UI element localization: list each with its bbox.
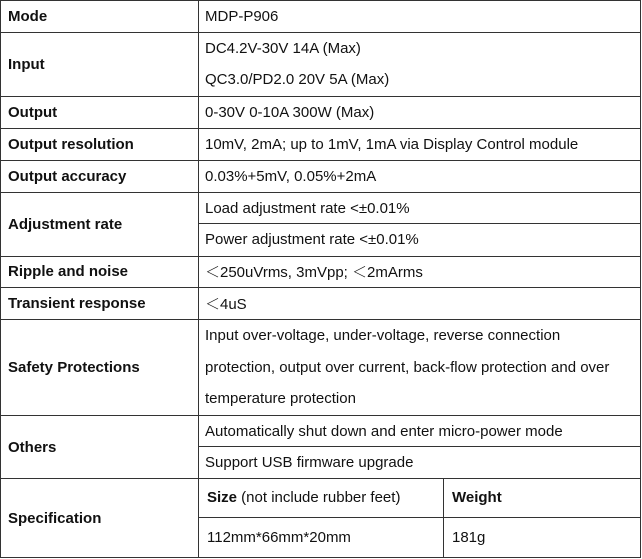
row-mode (1, 1, 641, 33)
ripple-noise-label: Ripple and noise (1, 256, 199, 287)
output-label: Output (1, 96, 199, 128)
size-value: 112mm*66mm*20mm (199, 517, 444, 557)
others-line-1: Automatically shut down and enter micro-power mode (199, 415, 641, 446)
row-others-1 (1, 415, 641, 446)
transient-response-label: Transient response (1, 287, 199, 319)
row-transient-response (1, 287, 641, 319)
power-adjustment-rate: Power adjustment rate <±0.01% (199, 224, 641, 256)
output-resolution-value: 10mV, 2mA; up to 1mV, 1mA via Display Control module (199, 128, 641, 160)
load-adjustment-rate: Load adjustment rate <±0.01% (199, 193, 641, 224)
output-accuracy-label: Output accuracy (1, 160, 199, 192)
input-label: Input (1, 33, 199, 96)
output-resolution-label: Output resolution (1, 128, 199, 160)
ripple-noise-value: ＜250uVrms, 3mVpp; ＜2mArms (199, 256, 641, 287)
others-label: Others (1, 415, 199, 478)
size-header-bold: Size (207, 489, 238, 507)
output-accuracy-value: 0.03%+5mV, 0.05%+2mA (199, 160, 641, 192)
input-line-1: DC4.2V-30V 14A (Max) (199, 33, 641, 64)
size-header (199, 479, 444, 517)
transient-response-value: ＜4uS (199, 287, 641, 319)
safety-value: Input over-voltage, under-voltage, reverse connection protection, output over current, back-flow protection and over temperature protection (199, 319, 641, 415)
specification-label: Specification (1, 479, 199, 558)
row-specification-head (1, 479, 641, 517)
row-output (1, 96, 641, 128)
adjustment-rate-label: Adjustment rate (1, 193, 199, 256)
input-line-2: QC3.0/PD2.0 20V 5A (Max) (199, 64, 641, 96)
row-ripple-noise (1, 256, 641, 287)
weight-header: Weight (444, 479, 641, 517)
weight-value: 181g (444, 517, 641, 557)
row-safety (1, 319, 641, 415)
size-header-note: (not include rubber feet) (237, 489, 401, 507)
row-output-accuracy (1, 160, 641, 192)
others-line-2: Support USB firmware upgrade (199, 447, 641, 479)
output-value: 0-30V 0-10A 300W (Max) (199, 96, 641, 128)
row-adjustment-1 (1, 193, 641, 224)
row-input-1 (1, 33, 641, 64)
row-output-resolution (1, 128, 641, 160)
safety-label: Safety Protections (1, 319, 199, 415)
mode-value: MDP-P906 (199, 1, 641, 33)
mode-label: Mode (1, 1, 199, 33)
